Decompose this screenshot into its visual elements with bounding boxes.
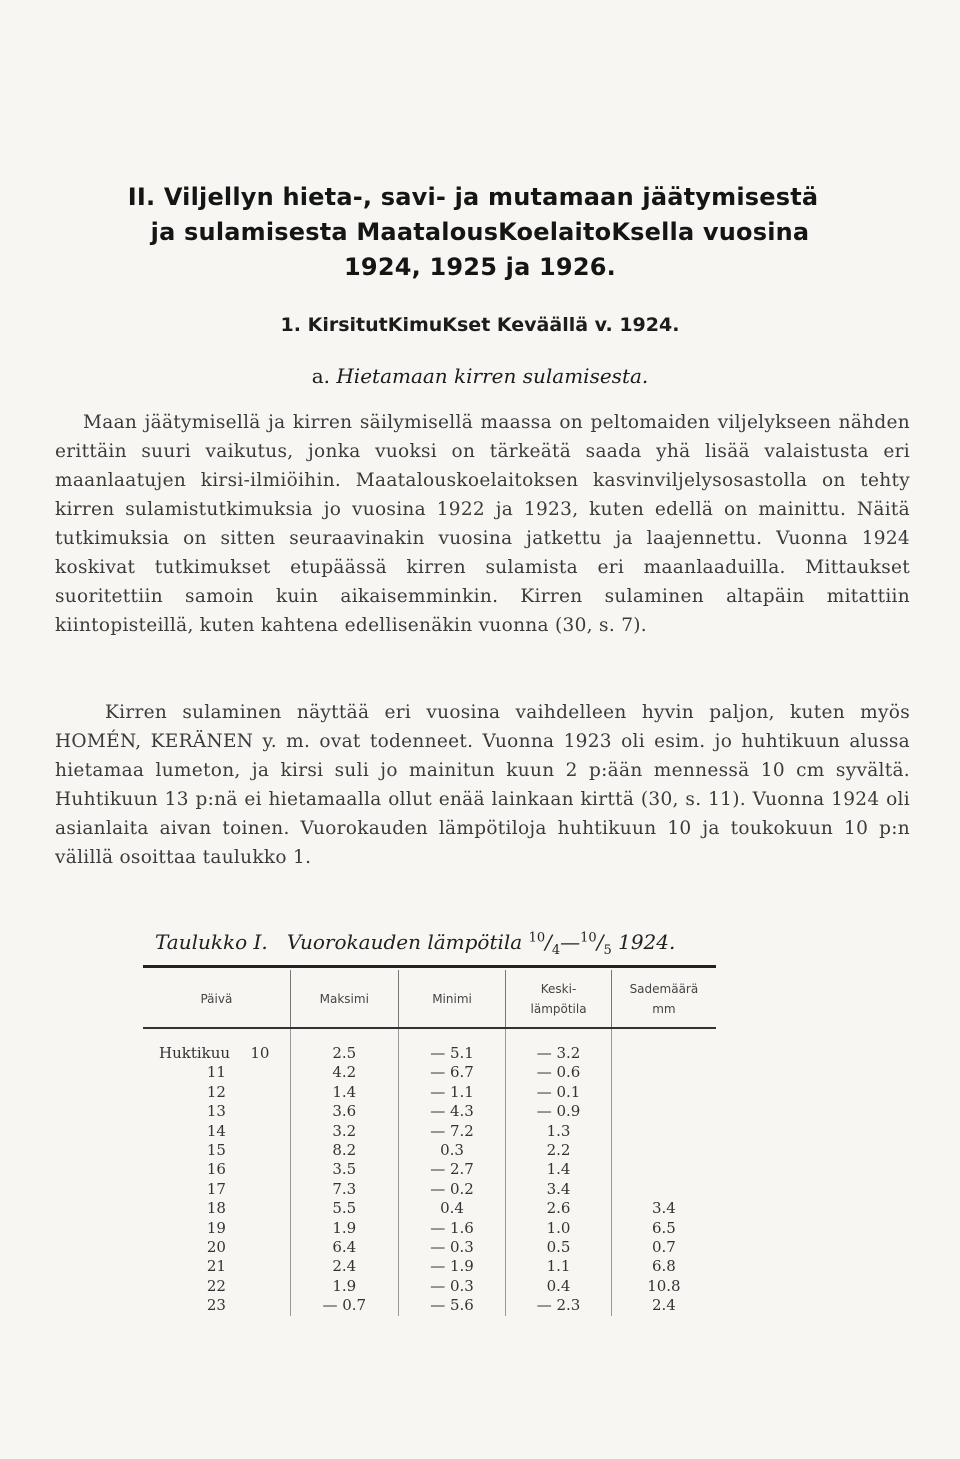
cell-day [143, 1141, 290, 1160]
cell-day-number: 17 [206, 1179, 226, 1198]
cell-rain [611, 1180, 716, 1199]
cell-mean: 2.6 [506, 1199, 612, 1218]
cell-day [143, 1083, 290, 1102]
table-row [143, 1102, 716, 1121]
cell-month: Huktikuu [159, 1044, 231, 1062]
cell-mean: — 0.6 [506, 1063, 612, 1082]
cell-min: 0.4 [398, 1199, 506, 1218]
cell-min: — 5.1 [398, 1044, 506, 1063]
cell-max: 7.3 [290, 1180, 398, 1199]
cell-mean: — 0.1 [506, 1083, 612, 1102]
cell-max: 5.5 [290, 1199, 398, 1218]
cell-day [143, 1257, 290, 1276]
cell-day [143, 1199, 290, 1218]
cell-day-number: 14 [206, 1121, 226, 1140]
cell-rain: 10.8 [647, 1276, 681, 1295]
cell-mean: — 3.2 [506, 1044, 612, 1063]
table-row [143, 1257, 716, 1276]
cell-min: — 0.2 [398, 1180, 506, 1199]
paragraph-2: Kirren sulaminen näyttää eri vuosina vaihdelleen hyvin paljon, kuten myös HOMÉN, KERÄNEN y. m. ovat todenneet. Vuonna 1923 oli esim. jo huhtikuun alussa hietamaa lumeton, ja kirsi suli jo mainitun kuun 2 p:ään mennessä 10 cm syvältä. Huhtikuun 13 p:nä ei hietamaalla ollut enää lainkaan kirttä (30, s. 11). Vuonna 1924 oli asianlaita aivan toinen. Vuorokauden lämpötiloja huhtikuun 10 ja toukokuun 10 p:n välillä osoittaa taulukko 1. [55, 702, 910, 868]
cell-day-number: 12 [206, 1082, 226, 1101]
cell-max: 8.2 [290, 1141, 398, 1160]
table-row [143, 1238, 716, 1257]
cell-mean: — 0.9 [506, 1102, 612, 1121]
table-header-rule [143, 1027, 716, 1029]
temperature-table [143, 970, 716, 1316]
cell-day [143, 1122, 290, 1141]
cell-rain [611, 1102, 716, 1121]
cell-max: — 0.7 [290, 1296, 398, 1315]
cell-rain: 3.4 [651, 1199, 676, 1218]
cell-min: — 0.3 [398, 1238, 506, 1257]
caption-dash: — [560, 930, 581, 954]
cell-mean: 0.5 [506, 1238, 612, 1257]
subsection-label: a. [311, 364, 330, 388]
cell-min: — 5.6 [398, 1296, 506, 1315]
cell-max: 4.2 [290, 1063, 398, 1082]
paragraph-1: Maan jäätymisellä ja kirren säilymisellä maassa on peltomaiden viljelykseen nähden erittäin suuri vaikutus, jonka vuoksi on tärkeätä saada yhä lisää valaistusta eri maanlaatujen kirsi-ilmiöihin. Maatalouskoelaitoksen kasvinviljelysosastolla on tehty kirren sulamistutkimuksia jo vuosina 1922 ja 1923, kuten edellä on mainittu. Näitä tutkimuksia on sitten seuraavinakin vuosina jatkettu ja laajennettu. Vuonna 1924 koskivat tutkimukset etupäässä kirren sulamista eri maanlaaduilla. Mittaukset suoritettiin samoin kuin aikaisemminkin. Kirren sulaminen altapäin mitattiin kiintopisteillä, kuten kahtena edellisenäkin vuonna (30, s. 7). [55, 412, 910, 636]
cell-max: 1.9 [290, 1219, 398, 1238]
caption-sub-1: 4 [551, 943, 561, 958]
cell-mean: 3.4 [506, 1180, 612, 1199]
cell-max: 3.6 [290, 1102, 398, 1121]
cell-rain [611, 1063, 716, 1082]
cell-mean: 0.4 [506, 1277, 612, 1296]
cell-max: 2.5 [290, 1044, 398, 1063]
table-row [143, 1044, 716, 1063]
cell-min: — 0.3 [398, 1277, 506, 1296]
table-top-rule [143, 965, 716, 968]
cell-rain: 0.7 [651, 1238, 676, 1257]
cell-mean: — 2.3 [506, 1296, 612, 1315]
table-row [143, 1180, 716, 1199]
cell-mean: 1.4 [506, 1160, 612, 1179]
cell-day [143, 1219, 290, 1238]
cell-max: 3.5 [290, 1160, 398, 1179]
table-row [143, 1277, 716, 1296]
header-mean: Keski- lämpötila [506, 970, 612, 1028]
caption-sup-1: 10 [528, 930, 546, 946]
cell-rain: 6.8 [651, 1257, 676, 1276]
cell-day-number: 18 [206, 1199, 226, 1218]
cell-day-number: 15 [206, 1141, 226, 1160]
subsection-text: Hietamaan kirren sulamisesta. [336, 364, 649, 388]
table-caption: Taulukko I. Vuorokauden lämpötila $^{10}/_4—^{10}/_5$ 1924. [155, 930, 676, 958]
cell-rain: 2.4 [651, 1296, 676, 1315]
cell-min: — 2.7 [398, 1160, 506, 1179]
cell-max: 3.2 [290, 1122, 398, 1141]
cell-day-number: 10 [250, 1044, 270, 1062]
table-row [143, 1122, 716, 1141]
cell-day [143, 1180, 290, 1199]
table-row [143, 1083, 716, 1102]
caption-prefix: Taulukko I. [155, 930, 268, 954]
table-row [143, 1199, 716, 1218]
cell-max: 2.4 [290, 1257, 398, 1276]
caption-sub-2: 5 [603, 943, 612, 958]
heading-line-2: ja sulamisesta MaatalousKoelaitoKsella vuosina [150, 218, 810, 246]
cell-rain [611, 1122, 716, 1141]
header-min: Minimi [398, 970, 506, 1028]
cell-rain [611, 1044, 716, 1063]
cell-rain [611, 1160, 716, 1179]
cell-rain [611, 1083, 716, 1102]
heading-line-1: II. Viljellyn hieta-, savi- ja mutamaan jäätymisestä [127, 183, 819, 211]
subsection-title [0, 364, 960, 388]
cell-min: — 6.7 [398, 1063, 506, 1082]
header-max: Maksimi [290, 970, 398, 1028]
cell-min: — 1.6 [398, 1219, 506, 1238]
cell-day-number: 16 [206, 1160, 226, 1179]
cell-min: — 1.9 [398, 1257, 506, 1276]
cell-rain [611, 1141, 716, 1160]
table-row [143, 1063, 716, 1082]
cell-day [143, 1296, 290, 1315]
cell-day [143, 1102, 290, 1121]
cell-day-number: 19 [206, 1218, 226, 1237]
section-title: 1. KirsitutKimuKset Keväällä v. 1924. [280, 314, 680, 336]
caption-sup-2: 10 [580, 930, 597, 946]
header-rain: Sademäärä mm [629, 982, 699, 1016]
cell-day-number: 23 [206, 1296, 226, 1315]
cell-day [143, 1044, 290, 1063]
cell-rain: 6.5 [651, 1218, 676, 1237]
table-header-row [143, 970, 716, 1028]
caption-title: Vuorokauden lämpötila [286, 930, 523, 954]
table-row [143, 1141, 716, 1160]
cell-day [143, 1277, 290, 1296]
cell-min: 0.3 [398, 1141, 506, 1160]
cell-mean: 1.0 [506, 1219, 612, 1238]
table-row [143, 1296, 716, 1315]
header-day: Päivä [143, 970, 290, 1028]
cell-day-number: 22 [206, 1276, 226, 1295]
cell-max: 6.4 [290, 1238, 398, 1257]
cell-day [143, 1238, 290, 1257]
cell-day [143, 1160, 290, 1179]
heading-line-3: 1924, 1925 ja 1926. [344, 253, 616, 281]
table-row [143, 1160, 716, 1179]
cell-day-number: 13 [206, 1102, 226, 1121]
cell-mean: 1.1 [506, 1257, 612, 1276]
cell-mean: 1.3 [506, 1122, 612, 1141]
cell-min: — 1.1 [398, 1083, 506, 1102]
cell-max: 1.9 [290, 1277, 398, 1296]
table-row [143, 1219, 716, 1238]
cell-day-number: 21 [206, 1257, 226, 1276]
cell-day-number: 11 [206, 1063, 226, 1082]
cell-day-number: 20 [206, 1238, 226, 1257]
caption-year: 1924. [618, 930, 676, 954]
cell-mean: 2.2 [506, 1141, 612, 1160]
cell-day [143, 1063, 290, 1082]
cell-max: 1.4 [290, 1083, 398, 1102]
cell-min: — 4.3 [398, 1102, 506, 1121]
cell-min: — 7.2 [398, 1122, 506, 1141]
